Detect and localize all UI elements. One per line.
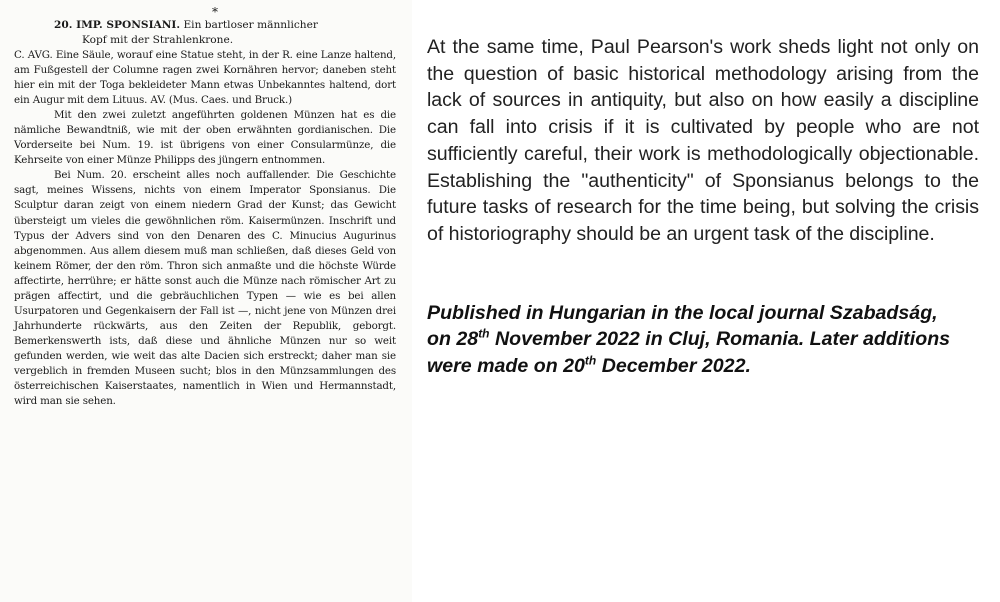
article-paragraph: At the same time, Paul Pearson's work sheds light not only on the question of basic historical methodology arising from the lack of sources in antiquity, but also on how easily a discipline can fall into crisis if it is cultivated by people who are not sufficiently careful, their work is methodologically objectionable. Establishing the "authenticity" of Sponsianus belongs to the future tasks of research for the time being, but solving the crisis of historiography should be an urgent task of the discipline.: [427, 36, 979, 245]
asterisk-mark: *: [212, 5, 218, 19]
ordinal-suffix: th: [478, 326, 490, 341]
scan-paragraph-3: Bei Num. 20. erscheint alles noch auffallender. Die Geschichte sagt, meines Wissens, nichts von einem Imperator Sponsianus. Die Sculptur daran zeigt von einem niedern Grad der Kunst; das Gewicht übersteigt um vieles die gewöhnlichen röm. Kaisermünzen. Inschrift und Typus der Advers sind von den Denaren des C. Minucius Augurinus abgenommen. Aus allem diesem muß man schließen, daß dieses Geld von keinem Römer, der den röm. Thron sich anmaßte und die höchste Würde affectirte, herrühre; er hätte sonst auch die Münze nach römischer Art zu prägen affectirt, und die gebräuchlichen Typen — wie es bei allen Usurpatoren und Gegenkaisern der Fall ist —, nicht jene von Münzen drei Jahrhunderte rückwärts, aus den Zeiten der Republik, geborgt. Bemerkenswerth ists, daß diese und ähnliche Münzen nur so weit gefunden werden, wie weit das alte Dacien sich erstreckt; daher man sie vergeblich in fremden Museen sucht; blos in den Münzsammlungen des österreichischen Kaiserstaates, namentlich in Wien und Hermannstadt, wird man sie sehen.: [14, 169, 396, 408]
publication-note-part-2: November 2022 in Cluj, Romania. Later additions were made on 20: [427, 328, 951, 377]
scan-text-block: [14, 6, 396, 409]
scanned-book-page: [0, 0, 412, 602]
coin-entry-subheading: Kopf mit der Strahlenkrone.: [82, 34, 234, 46]
coin-entry-heading: [14, 18, 396, 33]
scan-paragraph-2: Mit den zwei zuletzt angeführten goldenen Münzen hat es die nämliche Bewandtniß, wie mit der oben erwähnten gordianischen. Die Vorderseite bei Num. 19. ist übrigens von einer Consularmünze, die Kehrseite von einer Münze Philipps des jüngern entnommen.: [14, 109, 396, 167]
ordinal-suffix: th: [584, 353, 597, 368]
article-column: [427, 34, 979, 379]
coin-entry-number: 20. IMP. SPONSIANI.: [54, 19, 181, 31]
publication-note: [427, 300, 962, 380]
coin-reverse-description: C. AVG. Eine Säule, worauf eine Statue steht, in der R. eine Lanze haltend, am Fußgestell der Columne ragen zwei Kornähren hervor; daneben steht hier ein mit der Toga bekleideter Mann etwas Unbekanntes haltend, dort ein Augur mit dem Lituus. AV. (Mus. Caes. und Bruck.): [14, 49, 396, 107]
publication-note-part-1: Published in Hungarian in the local journal Szabadság, on 28: [427, 301, 938, 351]
publication-note-part-3: December 2022.: [596, 354, 751, 377]
coin-entry-description: Ein bartloser männlicher: [183, 19, 318, 31]
